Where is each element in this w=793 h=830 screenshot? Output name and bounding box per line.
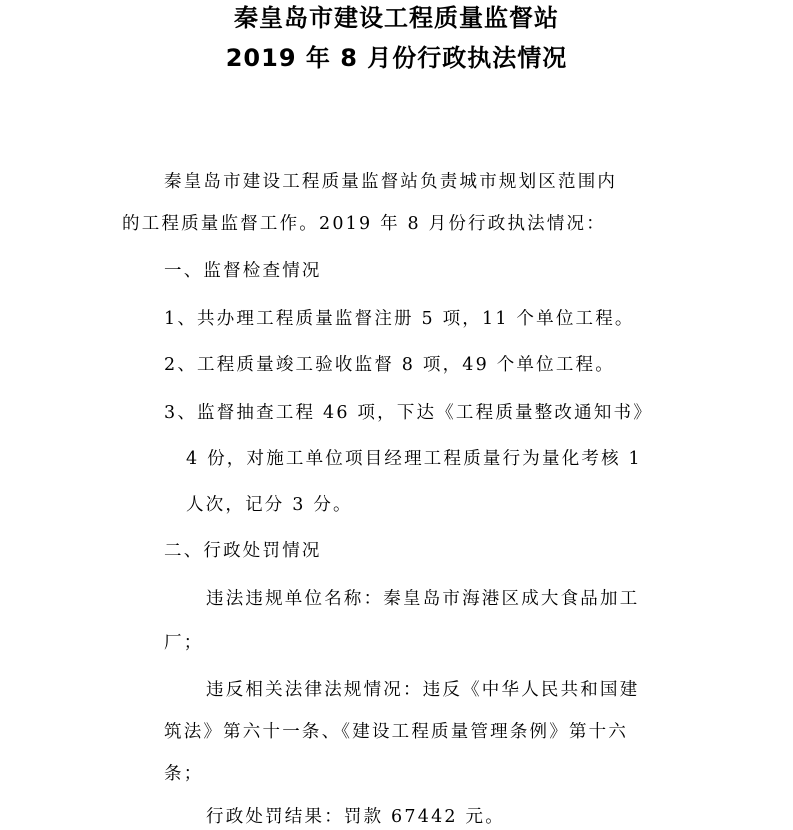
- list-item-spot-check-line-2: 4 份，对施工单位项目经理工程质量行为量化考核 1: [186, 449, 642, 469]
- list-item-acceptance: 2、工程质量竣工验收监督 8 项，49 个单位工程。: [164, 355, 615, 375]
- violated-law-line-3: 条；: [164, 764, 204, 784]
- section-heading-penalty: 二、行政处罚情况: [164, 541, 322, 561]
- violator-name-line-1: 违法违规单位名称：秦皇岛市海港区成大食品加工: [206, 589, 640, 609]
- list-item-spot-check-line-1: 3、监督抽查工程 46 项，下达《工程质量整改通知书》: [164, 403, 653, 423]
- intro-paragraph-line-1: 秦皇岛市建设工程质量监督站负责城市规划区范围内: [164, 172, 618, 192]
- list-item-registration: 1、共办理工程质量监督注册 5 项，11 个单位工程。: [164, 309, 635, 329]
- document-subtitle: 2019 年 8 月份行政执法情况: [225, 44, 568, 72]
- violated-law-line-1: 违反相关法律法规情况：违反《中华人民共和国建: [206, 680, 640, 700]
- section-heading-inspection: 一、监督检查情况: [164, 261, 322, 281]
- penalty-result: 行政处罚结果：罚款 67442 元。: [206, 807, 505, 827]
- violator-name-line-2: 厂；: [164, 633, 204, 653]
- document-title: 秦皇岛市建设工程质量监督站: [234, 4, 559, 32]
- violated-law-line-2: 筑法》第六十一条、《建设工程质量管理条例》第十六: [164, 722, 629, 742]
- list-item-spot-check-line-3: 人次，记分 3 分。: [186, 495, 353, 515]
- intro-paragraph-line-2: 的工程质量监督工作。2019 年 8 月份行政执法情况：: [122, 214, 606, 234]
